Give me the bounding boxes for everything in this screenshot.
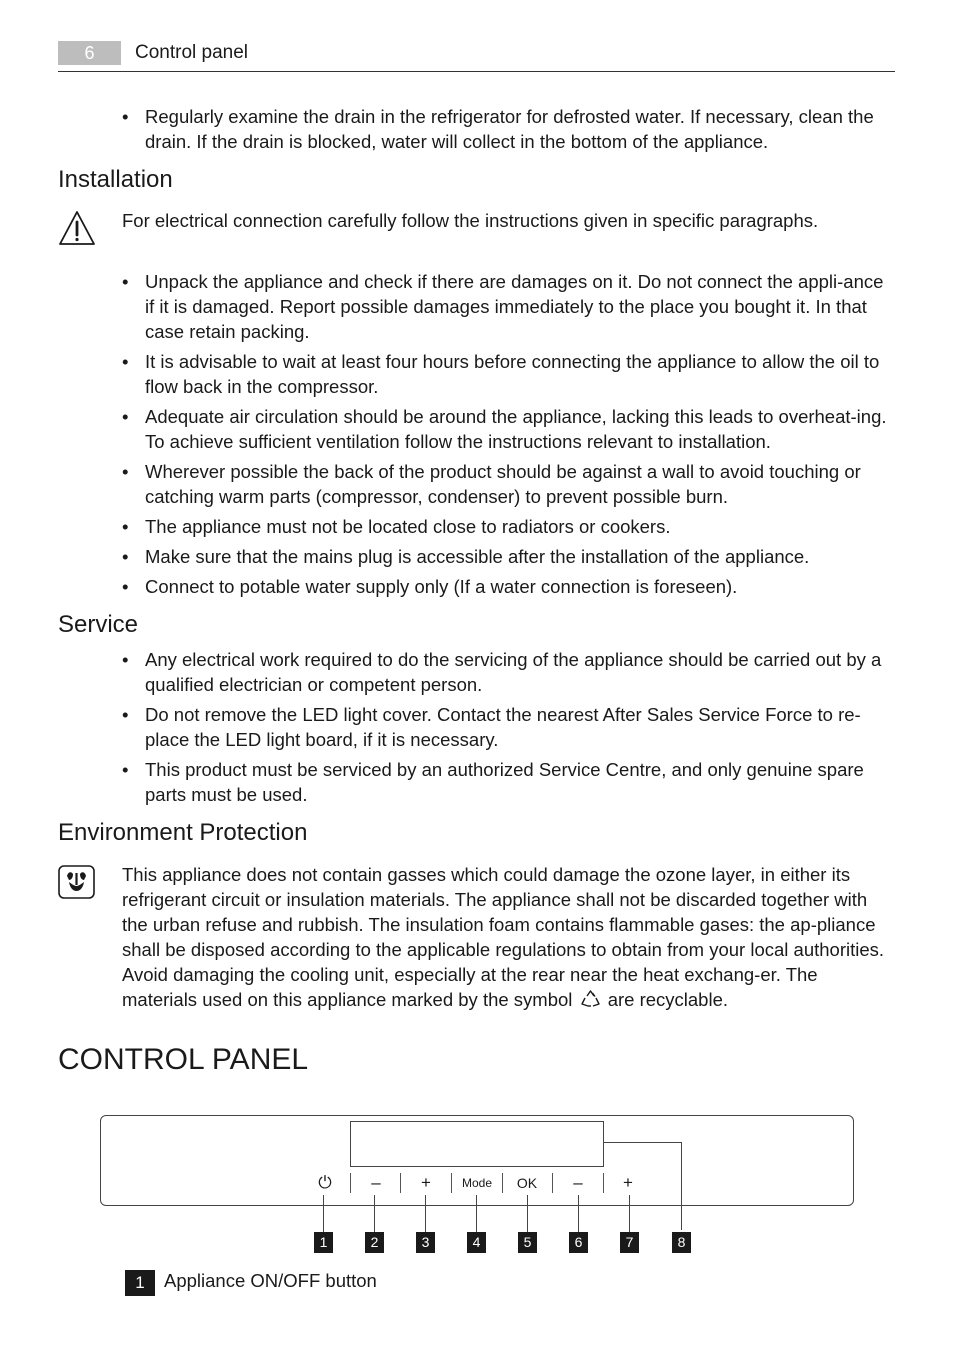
separator [552,1173,553,1193]
separator [502,1173,503,1193]
leader-line [425,1195,426,1232]
header-title: Control panel [135,42,249,63]
list-item: • Make sure that the mains plug is accessible after the installation of the appliance. [58,544,895,569]
intro-bullet-list [58,104,895,154]
separator [350,1173,351,1193]
leader-line [374,1195,375,1232]
control-panel-heading: CONTROL PANEL [58,1043,309,1076]
service-heading-wrap [58,610,895,640]
list-item: • Connect to potable water supply only (If a water connection is foreseen). [58,574,895,599]
callout-number: 6 [569,1232,588,1253]
list-item: • The appliance must not be located close to radiators or cookers. [58,514,895,539]
installation-warning-text: For electrical connection carefully follow the instructions given in specific paragraphs. [122,210,819,231]
environment-text-end: are recyclable. [607,989,728,1010]
page-header [58,41,895,72]
warning-icon [58,210,96,246]
list-item: • Do not remove the LED light cover. Contact the nearest After Sales Service Force to re-place the LED light board, if it is necessary. [58,702,895,752]
leader-line [527,1195,528,1232]
page-number: 6 [58,41,121,65]
callout-number: 2 [365,1232,384,1253]
separator [603,1173,604,1193]
control-panel-heading-wrap [58,1042,895,1078]
freezer-plus-button: + [421,1173,431,1192]
callout-number: 4 [467,1232,486,1253]
eco-icon [58,865,95,899]
list-item: • Wherever possible the back of the product should be against a wall to avoid touching or catching warm parts (compressor, condenser) to prevent possible burn. [58,459,895,509]
installation-section [58,269,895,604]
leader-line [629,1195,630,1232]
environment-paragraph [122,862,894,1012]
callout-number: 3 [416,1232,435,1253]
panel-display [350,1121,604,1167]
list-item: • Unpack the appliance and check if there are damages on it. Do not connect the appli-ance if it is damaged. Report possible damages immediately to the place you bought it. In that case retain packing. [58,269,895,344]
installation-bullet-list [58,269,895,599]
legend-label: Appliance ON/OFF button [164,1270,377,1291]
separator [451,1173,452,1193]
fridge-plus-button: + [623,1173,633,1192]
list-item: • Adequate air circulation should be around the appliance, lacking this leads to overheat-ing. To achieve sufficient ventilation follow the instructions relevant to installation. [58,404,895,454]
callout-number: 8 [672,1232,691,1253]
display-callout-line [603,1142,681,1143]
list-item: • Regularly examine the drain in the refrigerator for defrosted water. If necessary, clean the drain. If the drain is blocked, water will collect in the bottom of the appliance. [58,104,895,154]
freezer-minus-button: – [371,1173,381,1192]
intro-section [58,104,895,159]
list-item: • This product must be serviced by an authorized Service Centre, and only genuine spare parts must be used. [58,757,895,807]
environment-heading: Environment Protection [58,819,308,846]
legend-number: 1 [125,1270,155,1296]
leader-line [476,1195,477,1232]
installation-heading-wrap [58,165,895,195]
callout-number: 7 [620,1232,639,1253]
recycle-icon [580,989,601,1009]
environment-heading-wrap [58,818,895,848]
ok-button: OK [516,1175,538,1191]
leader-line [323,1195,324,1232]
service-bullet-list [58,647,895,807]
installation-heading: Installation [58,166,173,193]
power-button-icon: ⏻ [318,1173,332,1192]
leader-line [578,1195,579,1232]
list-item: • Any electrical work required to do the servicing of the appliance should be carried out by a qualified electrician or competent person. [58,647,895,697]
list-item: • It is advisable to wait at least four hours before connecting the appliance to allow the oil to flow back in the compressor. [58,349,895,399]
service-section [58,647,895,812]
service-heading: Service [58,611,139,638]
mode-button: Mode [461,1176,493,1190]
environment-text: This appliance does not contain gasses which could damage the ozone layer, in either its refrigerant circuit or insulation materials. The appliance shall not be discarded together with the urban refuse and rubbish. The insulation foam contains flammable gases: the ap-pliance shall be disposed according to the applicable regulations to obtain from your local authorities. Avoid damaging the cooling unit, especially at the rear near the heat exchang-er. The materials used on this appliance marked by the symbol [122,864,885,1010]
callout-number: 5 [518,1232,537,1253]
display-callout-leader [681,1142,682,1230]
callout-number: 1 [314,1232,333,1253]
fridge-minus-button: – [573,1173,583,1192]
separator [400,1173,401,1193]
